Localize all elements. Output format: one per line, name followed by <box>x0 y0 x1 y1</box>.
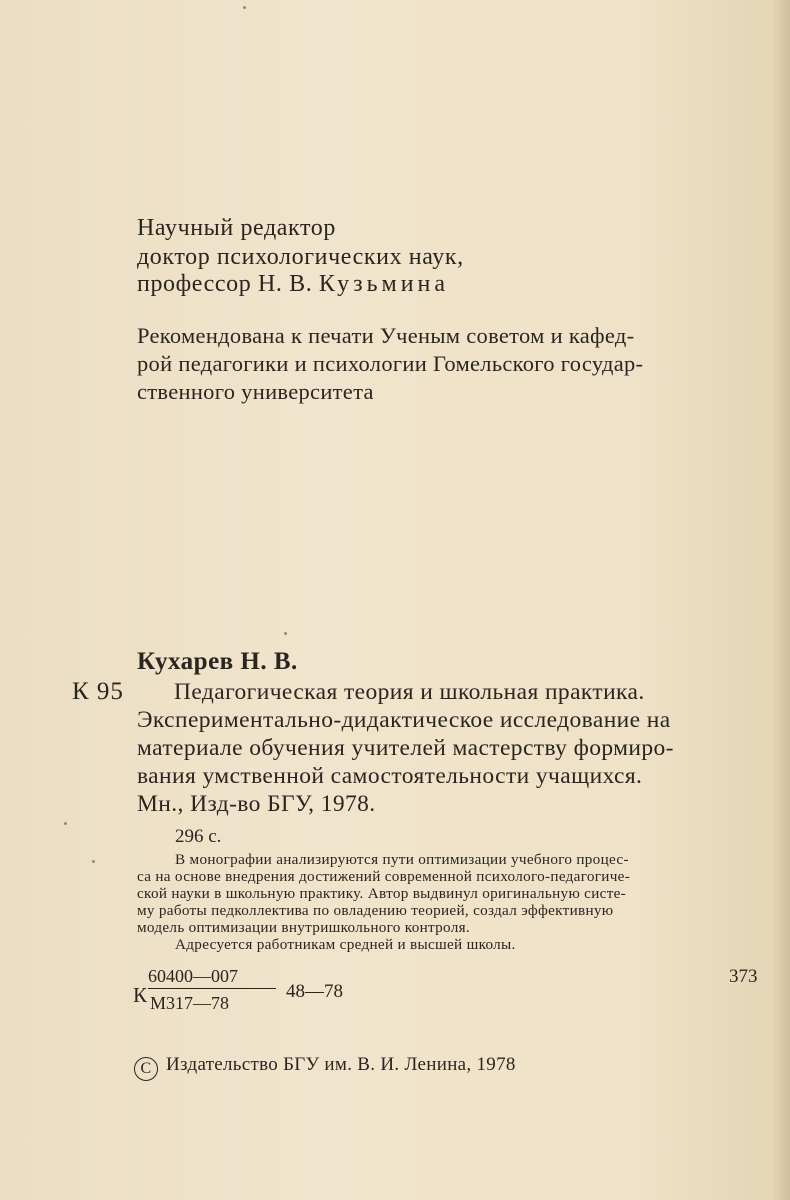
catalog-subtitle-line: материале обучения учителей мастерству формиро- <box>137 735 674 761</box>
abstract-line: В монографии анализируются пути оптимизации учебного процес- <box>175 851 629 868</box>
classification-number: 373 <box>729 966 758 987</box>
abstract-line: са на основе внедрения достижений современной психолого-педагогиче- <box>137 868 631 885</box>
copyright-line <box>134 1054 516 1081</box>
index-denominator: М317—78 <box>150 993 230 1013</box>
editor-rank: профессор Н. В. <box>137 271 319 297</box>
paper-speck <box>284 632 287 635</box>
catalog-title-line: Педагогическая теория и школьная практика. <box>174 679 645 705</box>
paper-speck <box>243 6 246 9</box>
page-edge-shadow <box>772 0 790 1200</box>
index-letter: К <box>133 983 148 1007</box>
catalog-author: Кухарев Н. В. <box>137 648 298 675</box>
abstract-line: ской науки в школьную практику. Автор выдвинул оригинальную систе- <box>137 885 627 902</box>
paper-speck <box>64 822 67 825</box>
paper-speck <box>92 860 95 863</box>
recommendation-line: рой педагогики и психологии Гомельского государ- <box>137 351 644 376</box>
abstract-line: модель оптимизации внутришкольного контроля. <box>137 919 470 936</box>
recommendation-line: Рекомендована к печати Ученым советом и кафед- <box>137 323 635 348</box>
index-numerator: 60400—007 <box>148 966 276 989</box>
index-suffix: 48—78 <box>286 981 343 1002</box>
copyright-icon: C <box>134 1057 158 1081</box>
recommendation-line: ственного университета <box>137 379 374 404</box>
catalog-code: К 95 <box>72 678 124 705</box>
catalog-subtitle-line: вания умственной самостоятельности учащихся. <box>137 763 643 789</box>
abstract-line: му работы педколлектива по овладению теорией, создал эффективную <box>137 902 614 919</box>
catalog-subtitle-line: Экспериментально-дидактическое исследование на <box>137 707 671 733</box>
editor-name: Кузьмина <box>318 271 450 297</box>
abstract-audience: Адресуется работникам средней и высшей школы. <box>175 936 516 953</box>
catalog-page-count: 296 с. <box>175 826 222 847</box>
editor-title: Научный редактор <box>137 215 336 241</box>
editor-name-line <box>137 271 449 298</box>
catalog-imprint: Мн., Изд-во БГУ, 1978. <box>137 791 376 817</box>
copyright-text: Издательство БГУ им. В. И. Ленина, 1978 <box>166 1054 516 1075</box>
editor-degree: доктор психологических наук, <box>137 244 464 270</box>
